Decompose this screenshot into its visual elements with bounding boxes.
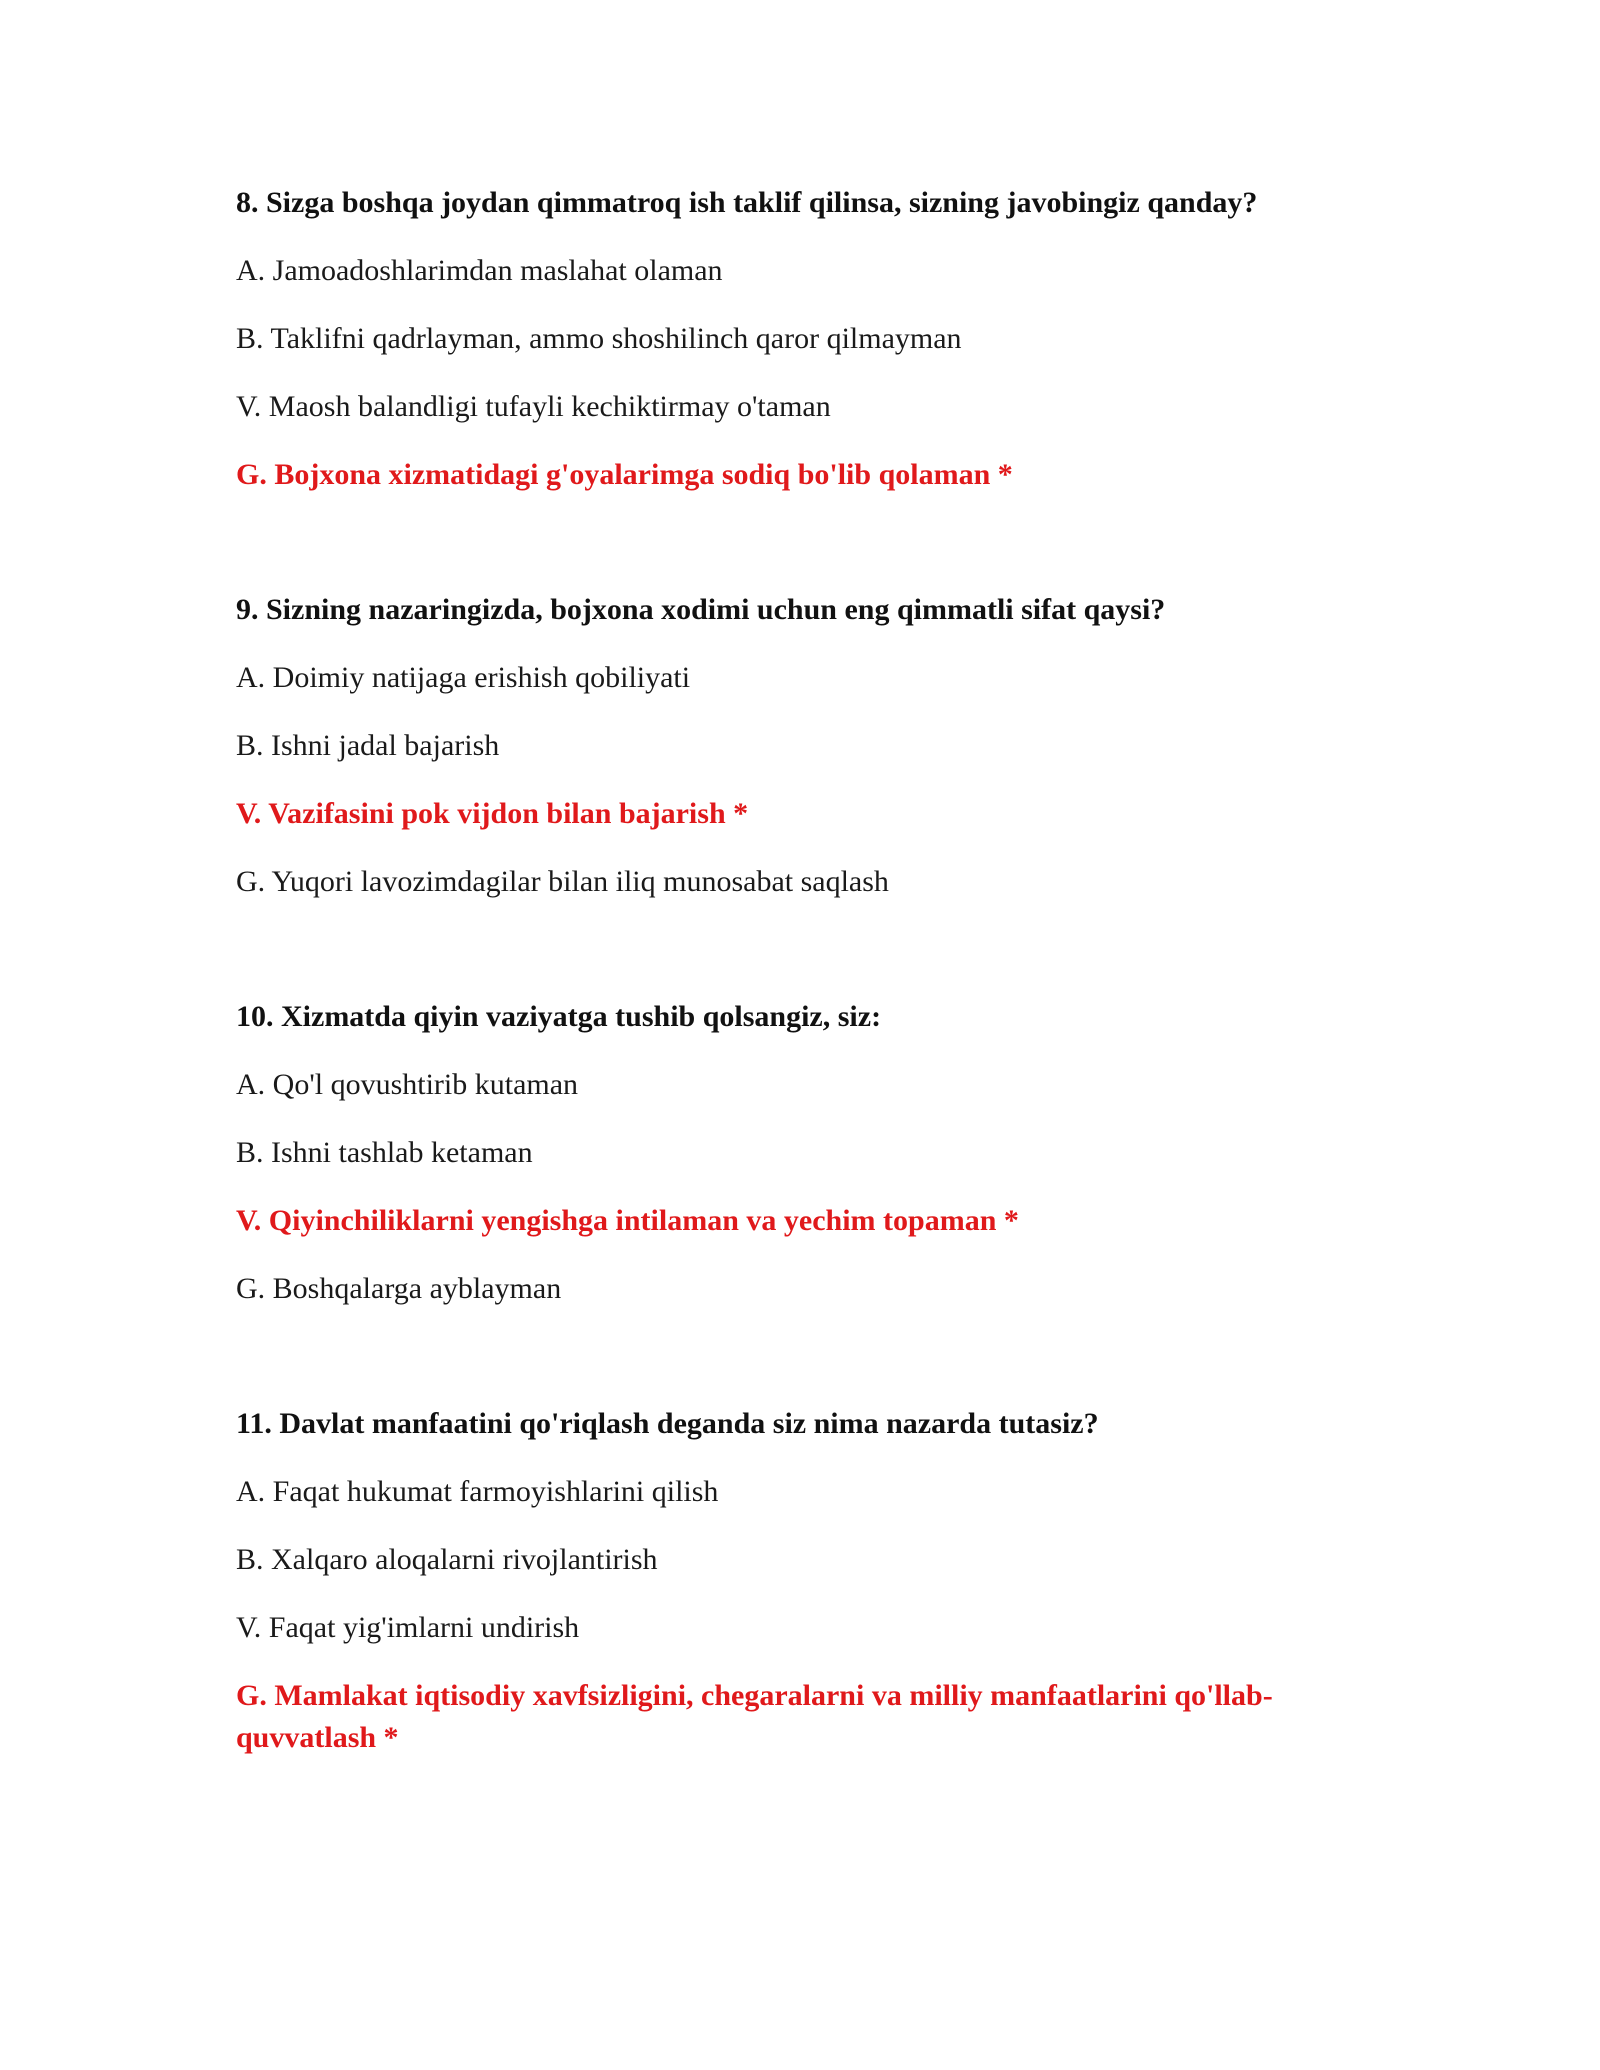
answer-option: B. Taklifni qadrlayman, ammo shoshilinch qaror qilmayman [236, 322, 962, 355]
correct-answer-option: V. Qiyinchiliklarni yengishga intilaman va yechim topaman * [236, 1204, 1019, 1237]
spacer [236, 929, 1366, 996]
question-11 [236, 1403, 1366, 1759]
answer-option: B. Xalqaro aloqalarni rivojlantirish [236, 1543, 658, 1576]
spacer [236, 522, 1366, 589]
answer-option: A. Jamoadoshlarimdan maslahat olaman [236, 254, 723, 287]
answer-option: B. Ishni jadal bajarish [236, 729, 500, 762]
answer-option: B. Ishni tashlab ketaman [236, 1136, 533, 1169]
question-title: 9. Sizning nazaringizda, bojxona xodimi uchun eng qimmatli sifat qaysi? [236, 593, 1166, 626]
correct-answer-option: G. Mamlakat iqtisodiy xavfsizligini, chegaralarni va milliy manfaatlarini qo'llab-quvvatlash * [236, 1679, 1273, 1754]
document-page [236, 182, 1366, 1785]
question-10 [236, 996, 1366, 1310]
answer-option: A. Qo'l qovushtirib kutaman [236, 1068, 579, 1101]
answer-option: V. Maosh balandligi tufayli kechiktirmay o'taman [236, 390, 831, 423]
question-title: 11. Davlat manfaatini qo'riqlash deganda siz nima nazarda tutasiz? [236, 1407, 1099, 1440]
answer-option: A. Doimiy natijaga erishish qobiliyati [236, 661, 691, 694]
question-title: 10. Xizmatda qiyin vaziyatga tushib qolsangiz, siz: [236, 1000, 882, 1033]
correct-answer-option: G. Bojxona xizmatidagi g'oyalarimga sodiq bo'lib qolaman * [236, 458, 1013, 491]
question-9 [236, 589, 1366, 903]
spacer [236, 1336, 1366, 1403]
answer-option: G. Yuqori lavozimdagilar bilan iliq munosabat saqlash [236, 865, 889, 898]
answer-option: G. Boshqalarga ayblayman [236, 1272, 562, 1305]
answer-option: A. Faqat hukumat farmoyishlarini qilish [236, 1475, 719, 1508]
answer-option: V. Faqat yig'imlarni undirish [236, 1611, 580, 1644]
correct-answer-option: V. Vazifasini pok vijdon bilan bajarish * [236, 797, 749, 830]
question-title: 8. Sizga boshqa joydan qimmatroq ish taklif qilinsa, sizning javobingiz qanday? [236, 186, 1258, 219]
question-8 [236, 182, 1366, 496]
